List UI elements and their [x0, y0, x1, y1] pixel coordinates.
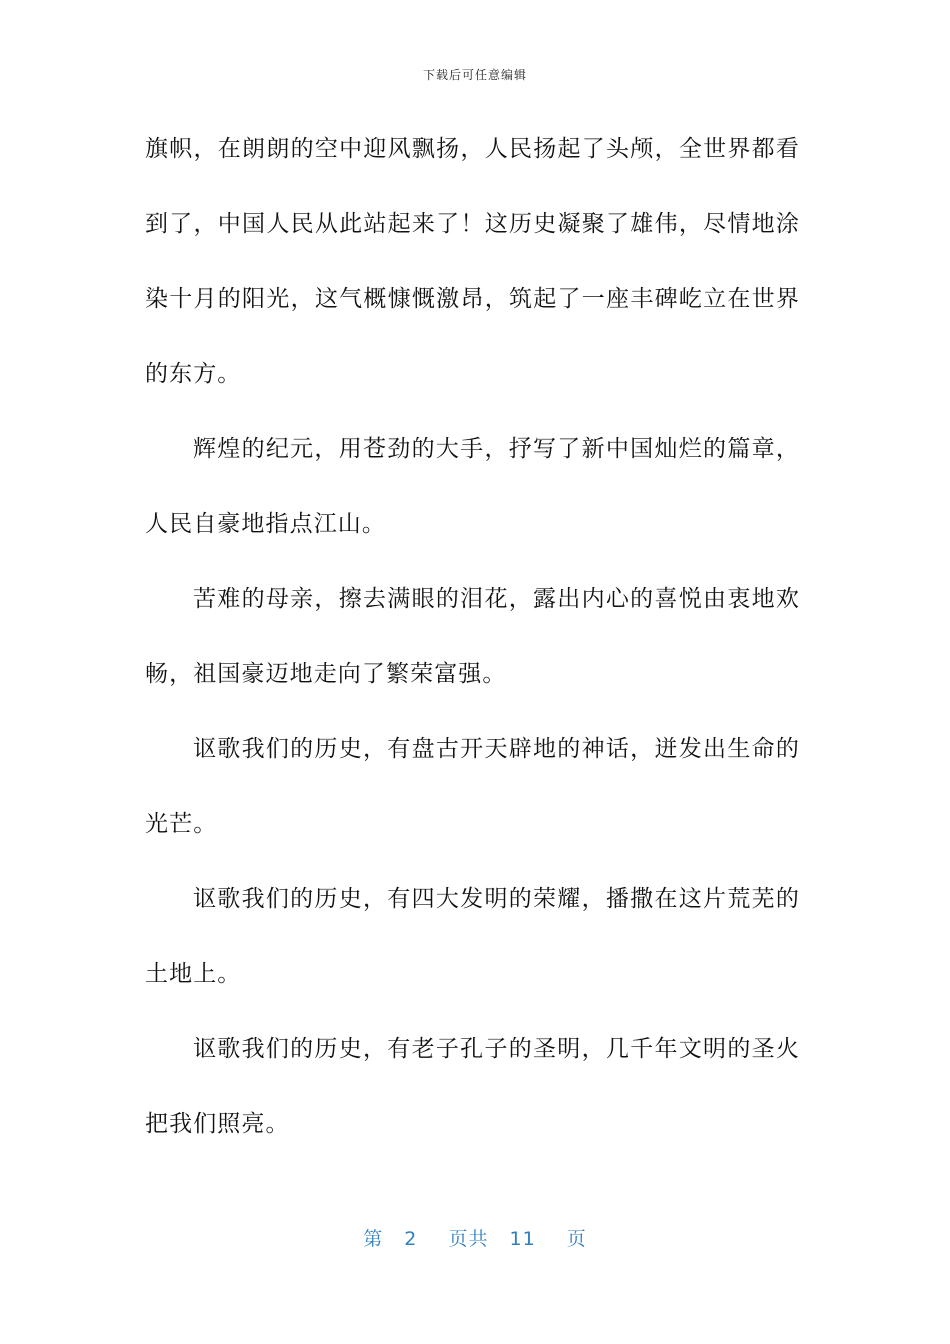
page-number-footer — [0, 1224, 950, 1251]
current-page-number: 2 — [404, 1228, 418, 1250]
paragraph: 讴歌我们的历史，有老子孔子的圣明，几千年文明的圣火把我们照亮。 — [145, 1036, 800, 1137]
paragraph: 旗帜，在朗朗的空中迎风飘扬，人民扬起了头颅，全世界都看到了，中国人民从此站起来了！这历史凝聚了雄伟，尽情地涂染十月的阳光，这气概慷慨激昂，筑起了一座丰碑屹立在世界的东方。 — [145, 136, 800, 387]
paragraph: 苦难的母亲，擦去满眼的泪花，露出内心的喜悦由衷地欢畅，祖国豪迈地走向了繁荣富强。 — [145, 586, 800, 687]
paragraph: 讴歌我们的历史，有四大发明的荣耀，播撒在这片荒芜的土地上。 — [145, 886, 800, 987]
page-total-label: 页共 — [448, 1228, 489, 1250]
document-body — [145, 112, 800, 1162]
header-note: 下载后可任意编辑 — [422, 68, 527, 82]
paragraph: 辉煌的纪元，用苍劲的大手，抒写了新中国灿烂的篇章，人民自豪地指点江山。 — [145, 436, 800, 537]
page-suffix: 页 — [566, 1228, 587, 1250]
total-page-count: 11 — [509, 1228, 536, 1250]
paragraph: 讴歌我们的历史，有盘古开天辟地的神话，迸发出生命的光芒。 — [145, 736, 800, 837]
page-prefix: 第 — [363, 1228, 384, 1250]
